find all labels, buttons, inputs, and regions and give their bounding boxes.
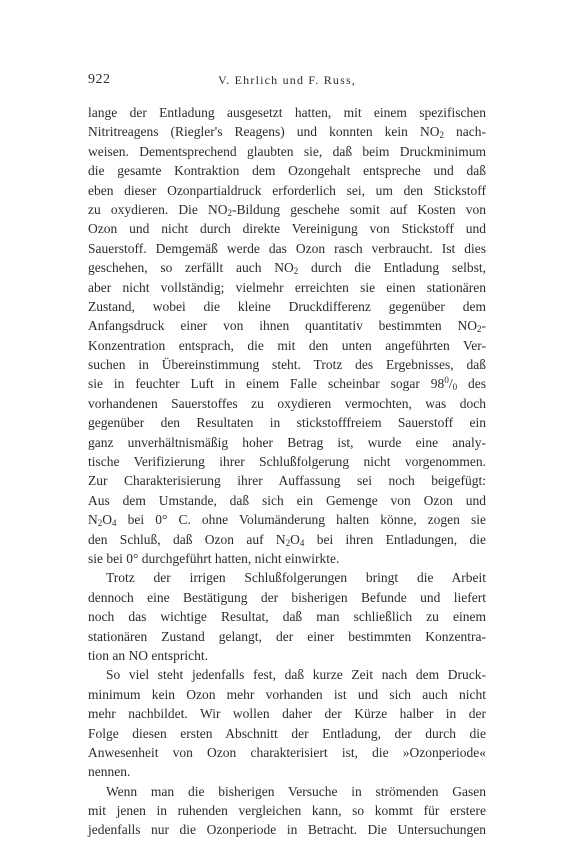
text-line: nennen.: [88, 764, 131, 780]
page-header: [88, 72, 486, 92]
text-line: vorhandenen Sauerstoffes zu oxydieren vermochten, was doch: [88, 395, 486, 411]
text-line: sie bei 0° durchgeführt hatten, nicht einwirkte.: [88, 550, 340, 566]
text-line: weisen. Dementsprechend glaubten sie, daß beim Druckminimum: [88, 143, 486, 159]
text-line: tion an NO entspricht.: [88, 647, 208, 663]
text-line: sie in feuchter Luft in einem Falle scheinbar sogar $98^0/_0$ des: [88, 375, 487, 393]
text-line: Trotz der irrigen Schlußfolgerungen bringt die Arbeit: [106, 570, 486, 586]
text-line: tische Verifizierung ihrer Schlußfolgerung nicht vorgenommen.: [88, 454, 486, 470]
text-line: Anfangsdruck einer von ihnen quantitativ bestimmten $NO_2-$: [88, 318, 486, 335]
text-line: aber nicht vollständig; vielmehr erreichten sie einen stationären: [88, 279, 486, 295]
body-text: [88, 103, 486, 840]
text-line: mehr nachbildet. Wir wollen daher der Kürze halber in der: [88, 706, 486, 722]
text-line: noch das wichtige Resultat, daß man schließlich zu einem: [88, 609, 486, 625]
text-line: mit jenen in ruhenden vergleichen kann, so kommt für erstere: [88, 803, 486, 819]
text-line: die gesamte Kontraktion dem Ozongehalt entspreche und daß: [88, 163, 486, 179]
text-line: suchen in Übereinstimmung steht. Trotz des Ergebnisses, daß: [88, 357, 486, 373]
text-line: gegenüber den Resultaten in stickstofffreiem Sauerstoff ein: [88, 415, 486, 431]
text-line: Wenn man die bisherigen Versuche in strömenden Gasen: [106, 783, 486, 799]
text-line: stationären Zustand gelangt, der einer bestimmten Konzentra-: [88, 628, 486, 644]
running-title: V. Ehrlich und F. Russ,: [217, 73, 357, 87]
text-line: Anwesenheit von Ozon charakterisiert ist, die »Ozonperiode«: [88, 744, 486, 760]
text-line: Zustand, wobei die kleine Druckdifferenz gegenüber dem: [88, 298, 486, 314]
text-line: Folge diesen ersten Abschnitt der Entladung, der durch die: [88, 725, 486, 741]
text-line: zu oxydieren. Die $NO_2$-Bildung geschehe somit auf Kosten von: [88, 201, 487, 218]
text-line: Ozon und nicht durch direkte Vereinigung von Stickstoff und: [88, 221, 486, 237]
text-line: So viel steht jedenfalls fest, daß kurze Zeit nach dem Druck-: [106, 667, 486, 683]
text-line: Zur Charakterisierung ihrer Auffassung sei noch beigefügt:: [88, 473, 486, 489]
text-line: jedenfalls nur die Ozonperiode in Betracht. Die Untersuchungen: [88, 822, 486, 838]
page-number: 922: [88, 72, 111, 87]
text-line: dennoch eine Bestätigung der bisherigen Befunde und liefert: [88, 589, 486, 605]
text-line: Nitritreagens (Riegler's Reagens) und konnten kein $NO_2$ nach-: [88, 124, 486, 141]
text-line: geschehen, so zerfällt auch $NO_2$ durch die Entladung selbst,: [88, 260, 486, 277]
text-line: eben dieser Ozonpartialdruck erforderlich sei, um den Stickstoff: [88, 182, 486, 198]
text-line: Konzentration entsprach, die mit den unten angeführten Ver-: [88, 337, 486, 353]
text-line: lange der Entladung ausgesetzt hatten, mit einem spezifischen: [88, 105, 486, 120]
text-line: ganz unverhältnismäßig hoher Betrag ist, wurde eine analy-: [88, 434, 486, 450]
text-line: den Schluß, daß Ozon auf $N_2O_4$ bei ihren Entladungen, die: [88, 531, 486, 548]
text-line: Sauerstoff. Demgemäß werde das Ozon rasch verbraucht. Ist dies: [88, 240, 486, 256]
text-line: minimum kein Ozon mehr vorhanden ist und sich auch nicht: [88, 686, 486, 702]
text-line: Aus dem Umstande, daß sich ein Gemenge von Ozon und: [88, 492, 486, 508]
text-line: $N_2O_4$ bei 0° C. ohne Volumänderung halten könne, zogen sie: [88, 512, 486, 529]
